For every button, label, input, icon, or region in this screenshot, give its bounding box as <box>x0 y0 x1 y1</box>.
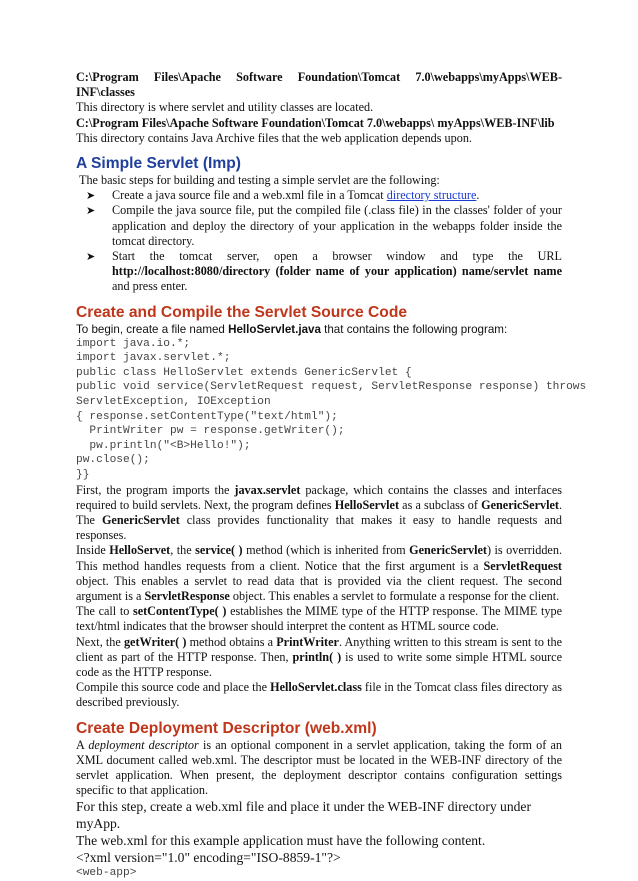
heading-create-compile: Create and Compile the Servlet Source Code <box>76 303 408 321</box>
arrow-bullet-icon: ➤ <box>86 204 96 218</box>
heading-deployment-descriptor: Create Deployment Descriptor (web.xml) <box>76 719 377 737</box>
paragraph-deployment: A deployment descriptor is an optional component in a servlet application, taking the form of an XML document called web.xml. The descriptor must be located in the WEB-INF directory of the servlet application. When present, the deployment descriptor contains configuration settings specific to that application. <box>76 737 562 798</box>
code-line: import javax.servlet.*; <box>76 352 231 365</box>
compile-intro: To begin, create a file named HelloServlet.java that contains the following program: <box>76 322 508 336</box>
code-line: PrintWriter pw = response.getWriter(); <box>76 425 345 438</box>
code-line: public class HelloServlet extends GenericServlet { <box>76 366 412 379</box>
classes-path: C:\Program Files\Apache Software Foundation\Tomcat 7.0\webapps\myApps\WEB-INF\classes <box>76 70 562 100</box>
list-item: ➤ Create a java source file and a web.xml file in a Tomcat directory structure. <box>86 188 480 203</box>
code-web-app: <web-app> <box>76 867 137 880</box>
paragraph-service-method: Inside HelloServet, the service( ) method (which is inherited from GenericServlet) is overridden. This method handles requests from a client. Notice that the first argument is a ServletRequest object. This enables a servlet to read data that is provided via the client request. The second argument is a ServletResponse object. This enables a servlet to formulate a response for the client. <box>76 543 562 603</box>
code-line: public void service(ServletRequest request, ServletResponse response) throws <box>76 381 587 394</box>
arrow-bullet-icon: ➤ <box>86 189 96 203</box>
directory-structure-link[interactable]: directory structure <box>386 188 477 203</box>
step-create-webxml: For this step, create a web.xml file and place it under the WEB-INF directory under myApp. <box>76 799 531 832</box>
code-line: ServletException, IOException <box>76 396 271 409</box>
heading-simple-servlet: A Simple Servlet (Imp) <box>76 155 241 173</box>
steps-list <box>76 188 562 294</box>
xml-declaration: <?xml version="1.0" encoding="ISO-8859-1"?> <box>76 850 341 866</box>
lib-path: C:\Program Files\Apache Software Foundation\Tomcat 7.0\webapps\ myApps\WEB-INF\lib <box>76 115 555 130</box>
code-line: }} <box>76 468 90 481</box>
list-item: ➤ Compile the java source file, put the compiled file (.class file) in the classes' folder of your application and deploy the directory of your application in the webapps folder inside the tomcat directory. <box>86 203 562 248</box>
list-item: ➤ Start the tomcat server, open a browser window and type the URL http://localhost:8080/directory (folder name of your application) name/servlet name and press enter. <box>86 249 562 294</box>
code-line: { response.setContentType("text/html"); <box>76 410 338 423</box>
arrow-bullet-icon: ➤ <box>86 250 96 264</box>
paragraph-compile: Compile this source code and place the HelloServlet.class file in the Tomcat class files directory as described previously. <box>76 680 562 710</box>
code-line: pw.println("<B>Hello!"); <box>76 439 251 452</box>
webxml-content-note: The web.xml for this example application must have the following content. <box>76 833 486 849</box>
code-block <box>76 337 587 483</box>
steps-intro: The basic steps for building and testing a simple servlet are the following: <box>79 173 440 188</box>
code-line: pw.close(); <box>76 454 150 467</box>
lib-description: This directory contains Java Archive files that the web application depends upon. <box>76 130 472 145</box>
classes-description: This directory is where servlet and utility classes are located. <box>76 100 374 115</box>
paragraph-get-writer: Next, the getWriter( ) method obtains a PrintWriter. Anything written to this stream is sent to the client as part of the HTTP response. Then, println( ) is used to write some simple HTML source code as the HTTP response. <box>76 634 562 680</box>
document-page <box>76 70 587 881</box>
paragraph-content-type: The call to setContentType( ) establishes the MIME type of the HTTP response. The MIME type text/html indicates that the browser should interpret the content as HTML source code. <box>76 604 562 634</box>
code-line: import java.io.*; <box>76 337 191 350</box>
paragraph-imports: First, the program imports the javax.servlet package, which contains the classes and interfaces required to build servlets. Next, the program defines HelloServlet as a subclass of GenericServlet. The GenericServlet class provides functionality that makes it easy to handle requests and responses. <box>76 482 563 543</box>
